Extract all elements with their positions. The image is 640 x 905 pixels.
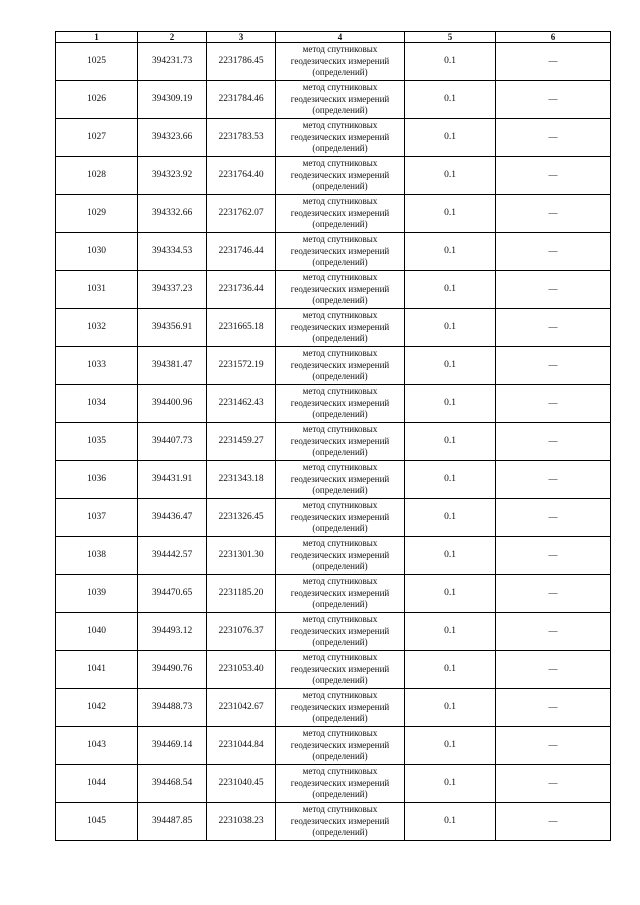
y-coordinate-cell: 2231053.40: [207, 651, 276, 689]
x-coordinate-cell: 394332.66: [138, 195, 207, 233]
point-number-cell: 1028: [56, 157, 138, 195]
x-coordinate-cell: 394231.73: [138, 43, 207, 81]
table-row: [56, 613, 611, 651]
column-header-5: 5: [405, 32, 496, 43]
table-row: [56, 309, 611, 347]
table-row: [56, 233, 611, 271]
point-number-cell: 1026: [56, 81, 138, 119]
point-number-cell: 1034: [56, 385, 138, 423]
note-cell: —: [496, 613, 611, 651]
table-body: [56, 43, 611, 841]
note-cell: —: [496, 43, 611, 81]
table-row: [56, 119, 611, 157]
method-cell: метод спутниковых геодезических измерений (определений): [276, 423, 405, 461]
note-cell: —: [496, 347, 611, 385]
y-coordinate-cell: 2231076.37: [207, 613, 276, 651]
precision-cell: 0.1: [405, 385, 496, 423]
method-cell: метод спутниковых геодезических измерений (определений): [276, 43, 405, 81]
point-number-cell: 1025: [56, 43, 138, 81]
x-coordinate-cell: 394436.47: [138, 499, 207, 537]
table-row: [56, 195, 611, 233]
point-number-cell: 1030: [56, 233, 138, 271]
point-number-cell: 1027: [56, 119, 138, 157]
y-coordinate-cell: 2231343.18: [207, 461, 276, 499]
precision-cell: 0.1: [405, 575, 496, 613]
x-coordinate-cell: 394488.73: [138, 689, 207, 727]
column-header-4: 4: [276, 32, 405, 43]
note-cell: —: [496, 765, 611, 803]
method-cell: метод спутниковых геодезических измерений (определений): [276, 195, 405, 233]
method-cell: метод спутниковых геодезических измерений (определений): [276, 499, 405, 537]
table-row: [56, 651, 611, 689]
x-coordinate-cell: 394323.92: [138, 157, 207, 195]
precision-cell: 0.1: [405, 233, 496, 271]
point-number-cell: 1037: [56, 499, 138, 537]
x-coordinate-cell: 394356.91: [138, 309, 207, 347]
x-coordinate-cell: 394323.66: [138, 119, 207, 157]
note-cell: —: [496, 727, 611, 765]
note-cell: —: [496, 271, 611, 309]
point-number-cell: 1039: [56, 575, 138, 613]
column-header-1: 1: [56, 32, 138, 43]
x-coordinate-cell: 394431.91: [138, 461, 207, 499]
method-cell: метод спутниковых геодезических измерений (определений): [276, 461, 405, 499]
precision-cell: 0.1: [405, 309, 496, 347]
x-coordinate-cell: 394309.19: [138, 81, 207, 119]
table-row: [56, 575, 611, 613]
y-coordinate-cell: 2231784.46: [207, 81, 276, 119]
note-cell: —: [496, 499, 611, 537]
y-coordinate-cell: 2231746.44: [207, 233, 276, 271]
note-cell: —: [496, 233, 611, 271]
method-cell: метод спутниковых геодезических измерений (определений): [276, 651, 405, 689]
x-coordinate-cell: 394493.12: [138, 613, 207, 651]
y-coordinate-cell: 2231301.30: [207, 537, 276, 575]
table-row: [56, 157, 611, 195]
column-header-6: 6: [496, 32, 611, 43]
note-cell: —: [496, 803, 611, 841]
y-coordinate-cell: 2231665.18: [207, 309, 276, 347]
x-coordinate-cell: 394400.96: [138, 385, 207, 423]
x-coordinate-cell: 394334.53: [138, 233, 207, 271]
table-row: [56, 271, 611, 309]
y-coordinate-cell: 2231462.43: [207, 385, 276, 423]
note-cell: —: [496, 119, 611, 157]
precision-cell: 0.1: [405, 499, 496, 537]
x-coordinate-cell: 394490.76: [138, 651, 207, 689]
method-cell: метод спутниковых геодезических измерений (определений): [276, 575, 405, 613]
method-cell: метод спутниковых геодезических измерений (определений): [276, 119, 405, 157]
y-coordinate-cell: 2231736.44: [207, 271, 276, 309]
method-cell: метод спутниковых геодезических измерений (определений): [276, 803, 405, 841]
table-row: [56, 347, 611, 385]
y-coordinate-cell: 2231040.45: [207, 765, 276, 803]
table-row: [56, 727, 611, 765]
table-row: [56, 689, 611, 727]
method-cell: метод спутниковых геодезических измерений (определений): [276, 81, 405, 119]
note-cell: —: [496, 157, 611, 195]
method-cell: метод спутниковых геодезических измерений (определений): [276, 271, 405, 309]
table-row: [56, 803, 611, 841]
note-cell: —: [496, 423, 611, 461]
note-cell: —: [496, 81, 611, 119]
point-number-cell: 1043: [56, 727, 138, 765]
note-cell: —: [496, 195, 611, 233]
point-number-cell: 1041: [56, 651, 138, 689]
precision-cell: 0.1: [405, 461, 496, 499]
y-coordinate-cell: 2231042.67: [207, 689, 276, 727]
precision-cell: 0.1: [405, 81, 496, 119]
note-cell: —: [496, 461, 611, 499]
precision-cell: 0.1: [405, 271, 496, 309]
x-coordinate-cell: 394468.54: [138, 765, 207, 803]
x-coordinate-cell: 394442.57: [138, 537, 207, 575]
point-number-cell: 1045: [56, 803, 138, 841]
precision-cell: 0.1: [405, 43, 496, 81]
x-coordinate-cell: 394337.23: [138, 271, 207, 309]
table-row: [56, 43, 611, 81]
table-row: [56, 461, 611, 499]
precision-cell: 0.1: [405, 119, 496, 157]
method-cell: метод спутниковых геодезических измерений (определений): [276, 385, 405, 423]
method-cell: метод спутниковых геодезических измерений (определений): [276, 347, 405, 385]
point-number-cell: 1031: [56, 271, 138, 309]
y-coordinate-cell: 2231783.53: [207, 119, 276, 157]
note-cell: —: [496, 651, 611, 689]
point-number-cell: 1029: [56, 195, 138, 233]
y-coordinate-cell: 2231786.45: [207, 43, 276, 81]
point-number-cell: 1044: [56, 765, 138, 803]
point-number-cell: 1035: [56, 423, 138, 461]
point-number-cell: 1042: [56, 689, 138, 727]
precision-cell: 0.1: [405, 157, 496, 195]
method-cell: метод спутниковых геодезических измерений (определений): [276, 233, 405, 271]
x-coordinate-cell: 394407.73: [138, 423, 207, 461]
precision-cell: 0.1: [405, 423, 496, 461]
precision-cell: 0.1: [405, 803, 496, 841]
y-coordinate-cell: 2231764.40: [207, 157, 276, 195]
y-coordinate-cell: 2231185.20: [207, 575, 276, 613]
x-coordinate-cell: 394381.47: [138, 347, 207, 385]
x-coordinate-cell: 394469.14: [138, 727, 207, 765]
precision-cell: 0.1: [405, 537, 496, 575]
y-coordinate-cell: 2231762.07: [207, 195, 276, 233]
note-cell: —: [496, 385, 611, 423]
precision-cell: 0.1: [405, 765, 496, 803]
y-coordinate-cell: 2231326.45: [207, 499, 276, 537]
y-coordinate-cell: 2231572.19: [207, 347, 276, 385]
table-row: [56, 765, 611, 803]
method-cell: метод спутниковых геодезических измерений (определений): [276, 765, 405, 803]
table-row: [56, 385, 611, 423]
y-coordinate-cell: 2231459.27: [207, 423, 276, 461]
precision-cell: 0.1: [405, 689, 496, 727]
column-header-2: 2: [138, 32, 207, 43]
method-cell: метод спутниковых геодезических измерений (определений): [276, 727, 405, 765]
y-coordinate-cell: 2231038.23: [207, 803, 276, 841]
precision-cell: 0.1: [405, 651, 496, 689]
table-row: [56, 81, 611, 119]
coordinates-table: [55, 31, 611, 841]
column-header-3: 3: [207, 32, 276, 43]
method-cell: метод спутниковых геодезических измерений (определений): [276, 157, 405, 195]
table-row: [56, 537, 611, 575]
method-cell: метод спутниковых геодезических измерений (определений): [276, 309, 405, 347]
note-cell: —: [496, 309, 611, 347]
point-number-cell: 1032: [56, 309, 138, 347]
note-cell: —: [496, 689, 611, 727]
point-number-cell: 1033: [56, 347, 138, 385]
x-coordinate-cell: 394470.65: [138, 575, 207, 613]
x-coordinate-cell: 394487.85: [138, 803, 207, 841]
precision-cell: 0.1: [405, 613, 496, 651]
table-row: [56, 423, 611, 461]
point-number-cell: 1038: [56, 537, 138, 575]
table-row: [56, 499, 611, 537]
method-cell: метод спутниковых геодезических измерений (определений): [276, 537, 405, 575]
point-number-cell: 1040: [56, 613, 138, 651]
method-cell: метод спутниковых геодезических измерений (определений): [276, 613, 405, 651]
precision-cell: 0.1: [405, 195, 496, 233]
point-number-cell: 1036: [56, 461, 138, 499]
y-coordinate-cell: 2231044.84: [207, 727, 276, 765]
method-cell: метод спутниковых геодезических измерений (определений): [276, 689, 405, 727]
note-cell: —: [496, 575, 611, 613]
header-row: [56, 32, 611, 43]
note-cell: —: [496, 537, 611, 575]
precision-cell: 0.1: [405, 347, 496, 385]
precision-cell: 0.1: [405, 727, 496, 765]
